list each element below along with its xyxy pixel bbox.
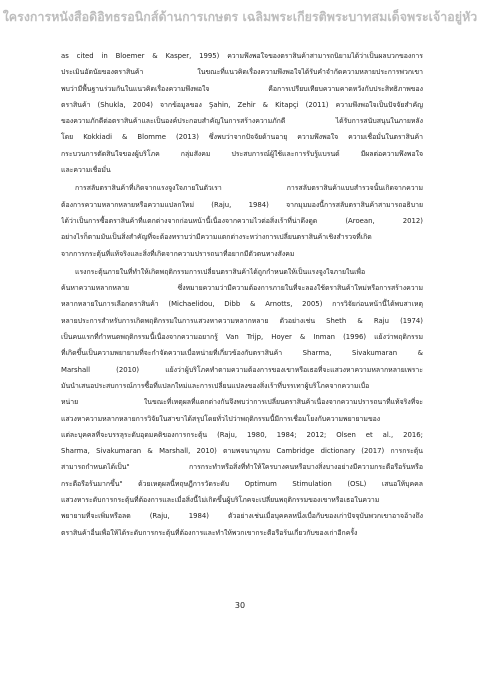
- text-line: มันนำเสนอประสบการณ์การซื้อที่แปลกใหม่และการเปลี่ยนแปลงของสิ่งเร้าที่บรรเทาผู้บริโภคจากความเบื่อ: [61, 381, 370, 390]
- text-line: ได้ว่าเป็นการซื้อตราสินค้าที่แตกต่างจากก่อนหน้านี้เนื่องจากความไวต่อสิ่งเร้าที่น่าดึงดูด (Aroean, 2012): [61, 216, 423, 225]
- running-header: ใครงการหนังสือดิอิทธรอนิกส์ด้านการเกษตร เฉลิมพระเกียรติพระบาทสมเด็จพระเจ้าอยู่หัว: [2, 9, 478, 24]
- text-line: ของความภักดีต่อตราสินค้าและเป็นองค์ประกอบสำคัญในการสร้างความภักดี ได้รับการสนับสนุนในภายหลัง: [61, 117, 423, 126]
- text-line: แสวงหาความหลากหลายการวิจัยในสาขาได้สรุปโดยทั่วไปว่าพฤติกรรมนี้มีการเชื่อมโยงกับความพยายามของ: [61, 414, 381, 423]
- text-line: จากการกระตุ้นที่แท้จริงและสิ่งที่เกิดจากความปรารถนาที่อยากมีตัวตนทางสังคม: [61, 249, 295, 258]
- text-line: หลายประการสำหรับการเกิดพฤติกรรมในการแสวงหาความหลากหลาย ตัวอย่างเช่น Sheth & Raju (1974): [61, 316, 423, 325]
- text-line: แต่ละบุคคลที่จะบรรลุระดับอุดมคติของการกระตุ้น (Raju, 1980, 1984; 2012; Olsen et al., 2016;: [61, 430, 423, 439]
- text-line: แสวงหาระดับการกระตุ้นที่ต้องการและเมื่อสิ่งนี้ไม่เกิดขึ้นผู้บริโภคจะเปลี่ยนพฤติกรรมของเขาหรือเธอในความ: [61, 496, 380, 505]
- text-line: พบว่ามีพื้นฐานร่วมกันในแนวคิดเรื่องความพึงพอใจ คือการเปรียบเทียบความคาดหวังกับประสิทธิภาพของ: [61, 84, 423, 93]
- text-line: และความเชื่อมั่น: [61, 166, 111, 175]
- text-line: อย่างไรก็ตามมันเป็นสิ่งสำคัญที่จะต้องทราบว่ามีความแตกต่างระหว่างการเปลี่ยนตราสินค้าเชิงสำรวจที่เกิด: [61, 233, 372, 242]
- text-line: หน่าย ในขณะที่เหตุผลที่แตกต่างกันจึงพบว่าการเปลี่ยนตราสินค้าเนื่องจากความปรารถนาที่แท้จริงที่จะ: [61, 398, 423, 407]
- text-line: ประเมินอัตนัยของตราสินค้า ในขณะที่แนวคิดเรื่องความพึงพอใจได้รับคำจำกัดความหลายประการพวกเขา: [61, 68, 423, 77]
- text-line: เป็นคนแรกที่กำหนดพฤติกรรมนี้เนื่องจากความอยากรู้ Van Trijp, Hoyer & Inman (1996) แย้งว่าพฤติกรรม: [61, 333, 423, 342]
- page-number: 30: [234, 601, 246, 610]
- text-line: ค้นหาความหลากหลาย ซึ่งหมายความว่ามีความต้องการภายในที่จะลองใช้ตราสินค้าใหม่หรือการสร้างความ: [61, 284, 423, 293]
- text-line: กระบวนการตัดสินใจของผู้บริโภค กลุ่มสังคม ประสบการณ์ผู้ใช้และการรับรู้แบรนด์ มีผลต่อความพึงพอใจ: [61, 149, 423, 158]
- text-line: พยายามที่จะเพิ่มหรือลด (Raju, 1984) ตัวอย่างเช่นเมื่อบุคคลหนึ่งเบื่อกับของเก่าปัจจุบันพวกเขาอาจอ้างถึง: [61, 512, 423, 521]
- text-line: as cited in Bloemer & Kasper, 1995) ความพึงพอใจของตราสินค้าสามารถนิยามได้ว่าเป็นผลบวกของการ: [61, 52, 423, 60]
- text-line: ตราสินค้าอื่นเพื่อให้ได้ระดับการกระตุ้นที่ต้องการและทำให้พวกเขากระตือรือร้นเกี่ยวกับของเก่าอีกครั้ง: [61, 528, 358, 537]
- text-line: กระตือรือร้นมากขึ้น" ด้วยเหตุผลนี้ทฤษฎีการวัดระดับ Optimum Stimulation (OSL) เสนอให้บุคคล: [61, 479, 423, 488]
- paragraph-2: [61, 180, 423, 261]
- text-line: หลากหลายในการเลือกตราสินค้า (Michaelidou, Dibb & Arnotts, 2005) การวิจัยก่อนหน้านี้ได้พบสาเหตุ: [61, 300, 423, 309]
- text-line: Marshall (2010) แย้งว่าผู้บริโภคทำตามความต้องการของเขาหรือเธอที่จะแสวงหาความหลากหลายเพราะ: [61, 365, 423, 374]
- paragraph-3: [61, 264, 423, 541]
- text-line: การสลับตราสินค้าที่เกิดจากแรงจูงใจภายในตัวเรา การสลับตราสินค้าแบบสำรวจนั้นเกิดจากความ: [75, 184, 423, 193]
- body-text: [61, 48, 423, 541]
- text-line: โดย Kokkiadi & Blomme (2013) ซึ่งพบว่าจากปัจจัยด้านอายุ ความพึงพอใจ ความเชื่อมั่นในตราสินค้า: [61, 133, 423, 142]
- text-line: ต้องการความหลากหลายหรือความแปลกใหม่ (Raju, 1984) จากมุมมองนี้การสลับตราสินค้าสามารถอธิบาย: [61, 200, 423, 209]
- text-line: Sharma, Sivakumaran & Marshall, 2010) ตามพจนานุกรม Cambridge dictionary (2017) การกระตุ้น: [61, 447, 423, 456]
- text-line: สามารถกำหนดได้เป็น" การกระทำหรือสิ่งที่ทำให้ใครบางคนหรือบางสิ่งบางอย่างมีความกระตือรือร้นหรือ: [61, 463, 423, 472]
- text-line: แรงกระตุ้นภายในที่ทำให้เกิดพฤติกรรมการเปลี่ยนตราสินค้าได้ถูกกำหนดให้เป็นแรงจูงใจภายในเพื่อ: [75, 267, 366, 276]
- paragraph-1: [61, 48, 423, 178]
- text-line: ที่เกิดขึ้นเป็นความพยายามที่จะกำจัดความเบื่อหน่ายที่เกี่ยวข้องกับตราสินค้า Sharma, Sivakumaran &: [61, 349, 423, 358]
- text-line: ตราสินค้า (Shukla, 2004) จากข้อมูลของ Şahin, Zehir & Kitapçi (2011) ความพึงพอใจเป็นปัจจัยสำคัญ: [61, 100, 423, 109]
